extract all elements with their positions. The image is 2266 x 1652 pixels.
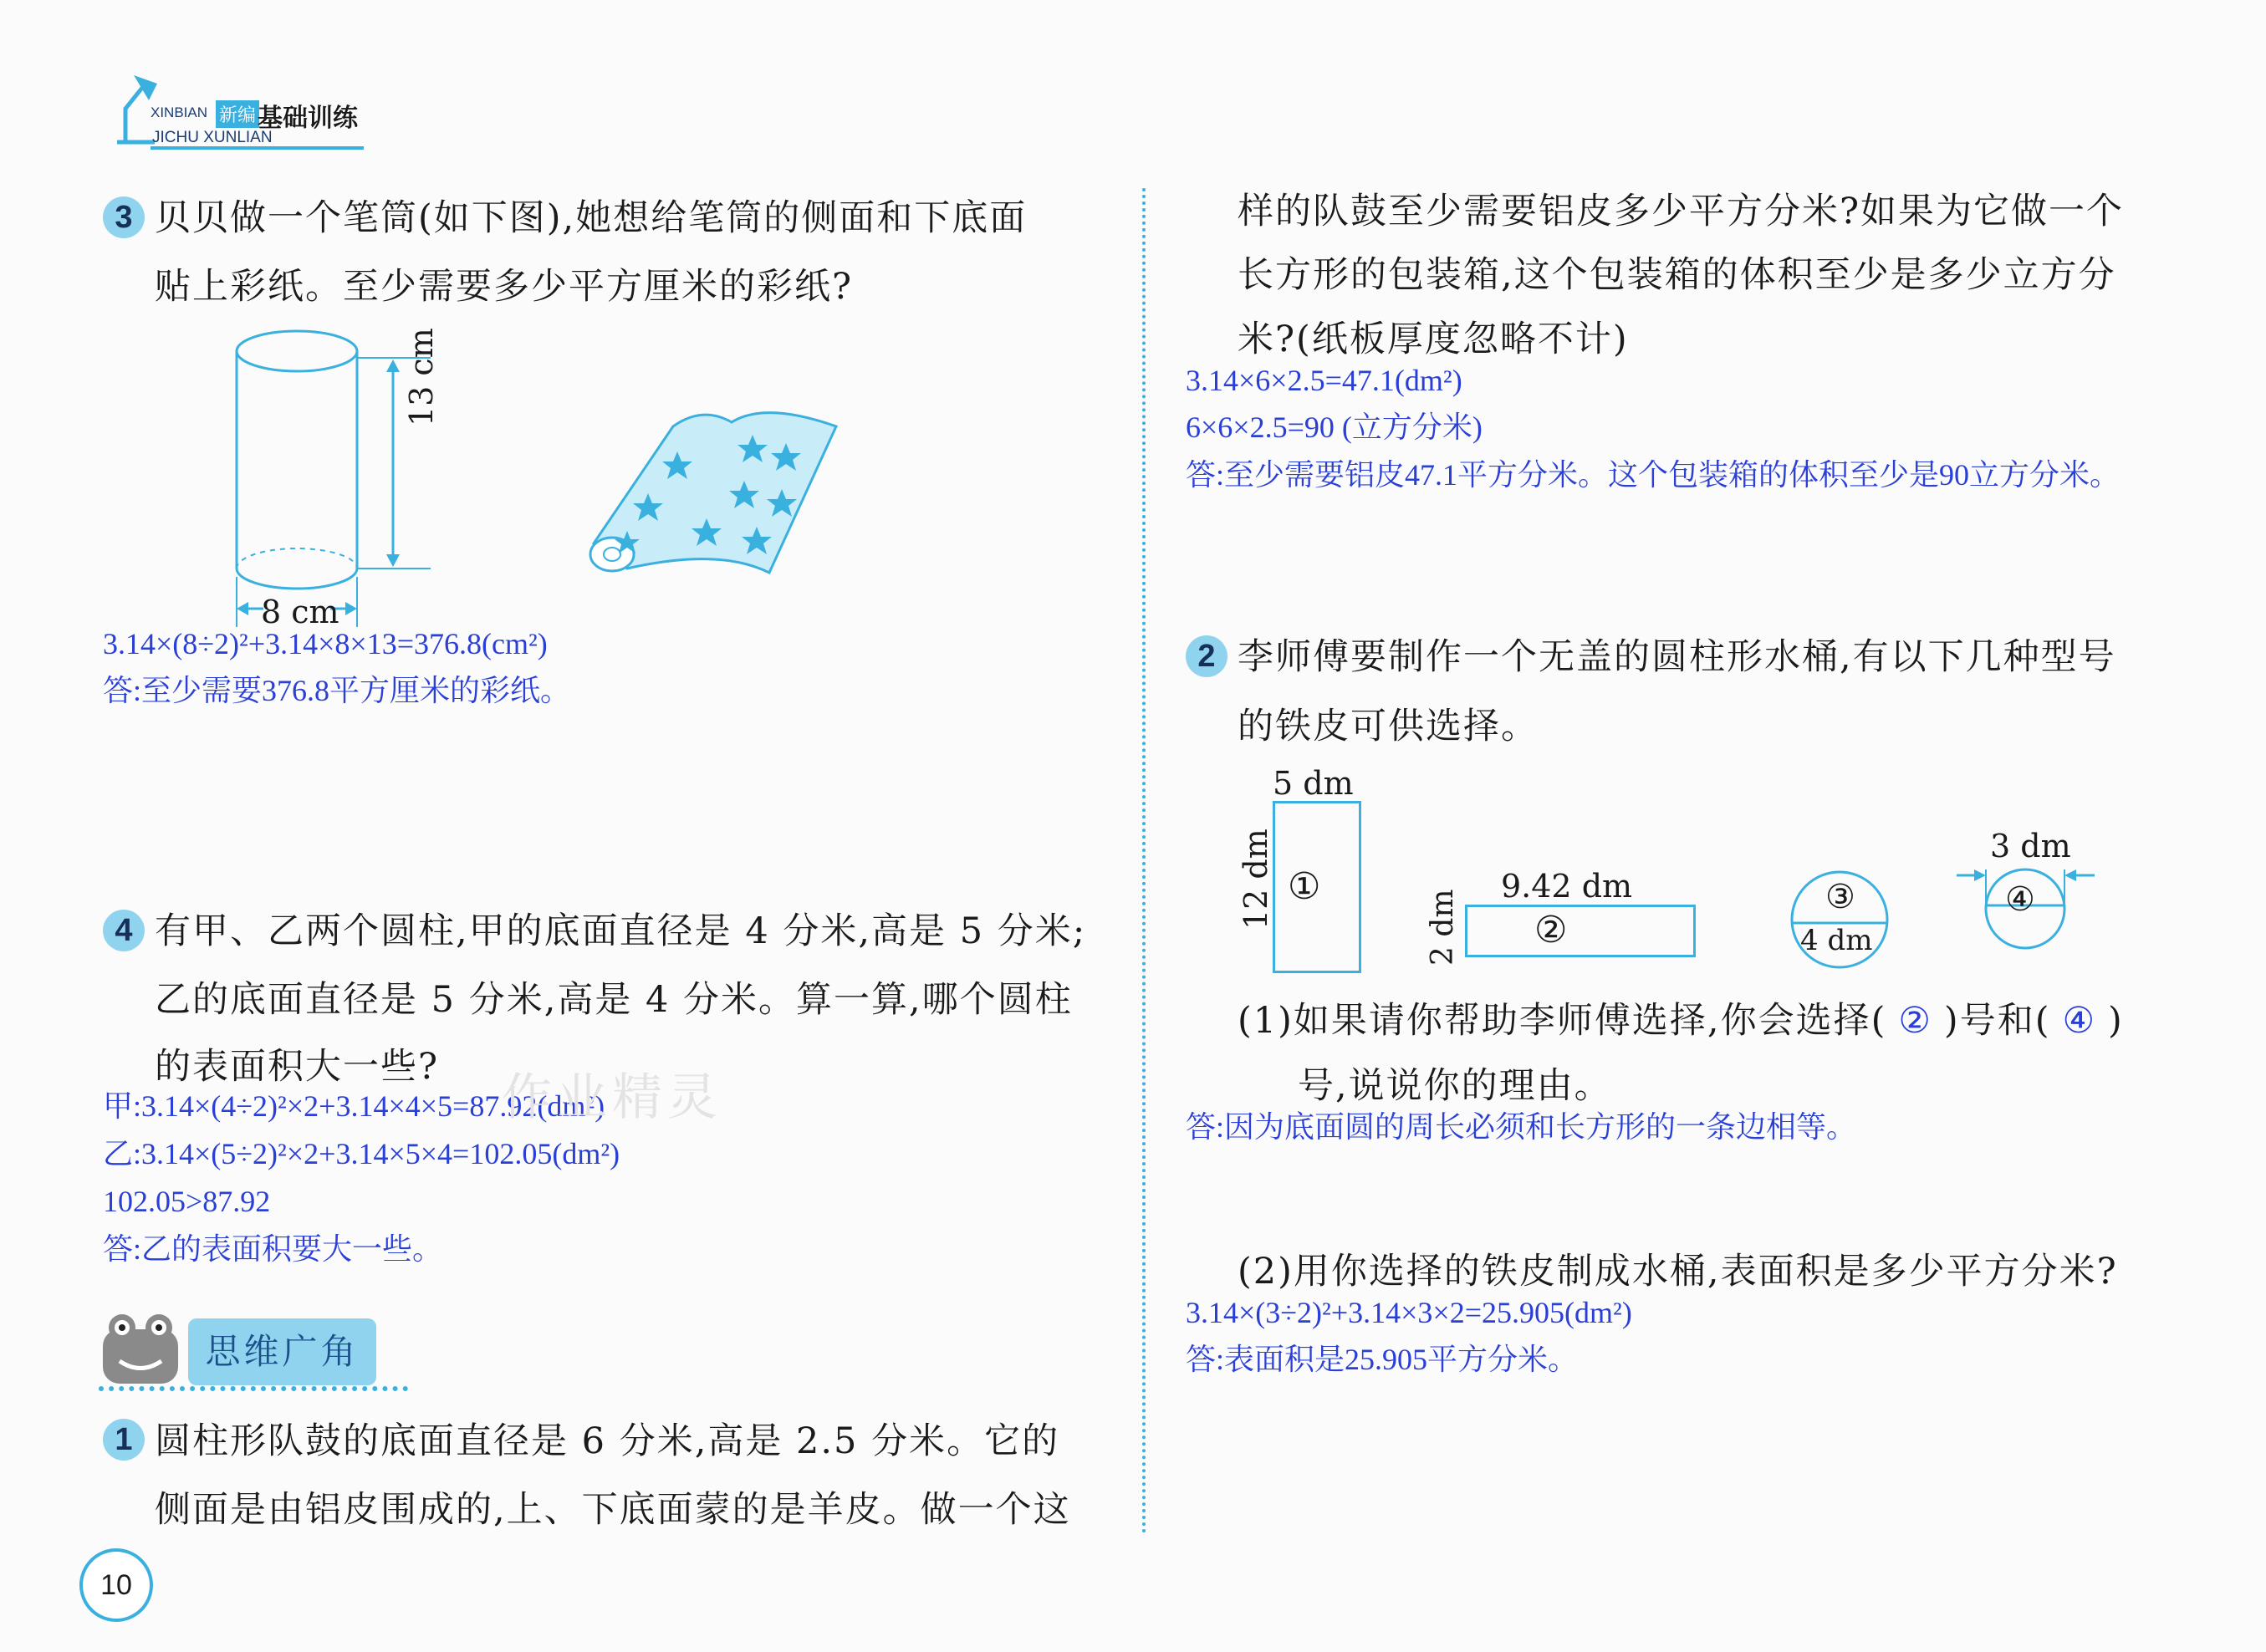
section-title: 思维广角 [188, 1318, 376, 1385]
q3-line1: 贝贝做一个笔筒(如下图),她想给笔筒的侧面和下底面 [155, 197, 1028, 239]
q2-sub1-choice-2: ④ [2062, 1000, 2097, 1042]
question-number-1: 1 [103, 1419, 145, 1461]
q2-line1: 李师傅要制作一个无盖的圆柱形水桶,有以下几种型号 [1238, 636, 2116, 678]
q2-sub2-calc: 3.14×(3÷2)²+3.14×3×2=25.905(dm²) [1186, 1296, 1632, 1329]
logo-title: 基础训练 [258, 105, 358, 132]
q2-sub2-line: (2)用你选择的铁皮制成水桶,表面积是多少平方分米? [1238, 1251, 2118, 1293]
q2-sub1-text-c: ) [2108, 1000, 2124, 1042]
sheet-1-width: 5 dm [1273, 765, 1354, 802]
q1-line2: 侧面是由铝皮围成的,上、下底面蒙的是羊皮。做一个这 [155, 1489, 1071, 1531]
paper-roll-figure [577, 401, 845, 585]
q4-line1: 有甲、乙两个圆柱,甲的底面直径是 4 分米,高是 5 分米; [155, 910, 1087, 952]
sheet-4-label: ④ [2005, 880, 2035, 919]
cylinder-diameter-label: 8 cm [261, 594, 339, 630]
frog-icon [99, 1313, 182, 1388]
q3-line2: 贴上彩纸。至少需要多少平方厘米的彩纸? [155, 266, 854, 308]
q4-line2: 乙的底面直径是 5 分米,高是 4 分米。算一算,哪个圆柱 [155, 979, 1073, 1021]
logo-badge: 新编 [216, 100, 259, 128]
q2-line2: 的铁皮可供选择。 [1238, 706, 1539, 747]
logo-pinyin-top: XINBIAN [151, 105, 208, 120]
q1-answer-text: 答:至少需要铝皮47.1平方分米。这个包装箱的体积至少是90立方分米。 [1186, 458, 2121, 492]
question-number-3: 3 [103, 196, 145, 238]
q2-sub2-answer: 答:表面积是25.905平方分米。 [1186, 1343, 1579, 1376]
sheet-2-rect [1465, 905, 1696, 957]
question-number-4: 4 [103, 910, 145, 951]
section-underline [99, 1386, 408, 1391]
q1-cont-line3: 米?(纸板厚度忽略不计) [1238, 319, 1629, 360]
q2-sub1-line2: 号,说说你的理由。 [1298, 1065, 1612, 1107]
q1-answer-2: 6×6×2.5=90 (立方分米) [1186, 410, 1483, 444]
sheet-1-label: ① [1288, 865, 1321, 908]
sheet-2-width: 9.42 dm [1501, 868, 1633, 905]
q4-answer-a: 甲:3.14×(4÷2)²×2+3.14×4×5=87.92(dm²) [103, 1089, 605, 1123]
sheet-4-diameter: 3 dm [1990, 828, 2071, 864]
q4-line3: 的表面积大一些? [155, 1046, 440, 1088]
question-number-2: 2 [1186, 635, 1227, 677]
cylinder-height-label: 13 cm [403, 328, 440, 426]
q2-sub1-line1 [1238, 1000, 2124, 1042]
header-logo [109, 67, 385, 159]
column-divider [1142, 188, 1146, 1534]
q1-cont-line1: 样的队鼓至少需要铝皮多少平方分米?如果为它做一个 [1238, 191, 2125, 232]
sheet-3-label: ③ [1825, 878, 1855, 916]
sheet-1-height: 12 dm [1238, 829, 1274, 930]
sheet-3-diameter: 4 dm [1800, 924, 1873, 957]
q1-cont-line2: 长方形的包装箱,这个包装箱的体积至少是多少立方分 [1238, 254, 2116, 296]
watermark: 作业精灵 [502, 1069, 722, 1125]
q2-sub1-choice-1: ② [1898, 1000, 1932, 1042]
q1-answer-1: 3.14×6×2.5=47.1(dm²) [1186, 364, 1462, 397]
logo-pinyin-bottom: JICHU XUNLIAN [152, 129, 273, 146]
q3-answer-text: 答:至少需要376.8平方厘米的彩纸。 [103, 674, 571, 707]
q4-answer-text: 答:乙的表面积要大一些。 [103, 1232, 443, 1266]
q2-sub1-answer: 答:因为底面圆的周长必须和长方形的一条边相等。 [1186, 1110, 1857, 1144]
page-number: 10 [79, 1548, 153, 1622]
q4-answer-compare: 102.05>87.92 [103, 1185, 271, 1218]
q2-sub1-text-a: (1)如果请你帮助李师傅选择,你会选择( [1238, 1000, 1887, 1042]
logo-underline [151, 146, 364, 150]
q4-answer-b: 乙:3.14×(5÷2)²×2+3.14×5×4=102.05(dm²) [103, 1137, 620, 1170]
sheet-2-label: ② [1534, 909, 1568, 951]
sheet-2-height: 2 dm [1426, 889, 1460, 966]
q1-line1: 圆柱形队鼓的底面直径是 6 分米,高是 2.5 分米。它的 [155, 1420, 1060, 1462]
q3-answer-calc: 3.14×(8÷2)²+3.14×8×13=376.8(cm²) [103, 627, 548, 660]
q2-sub1-text-b: )号和( [1943, 1000, 2051, 1042]
